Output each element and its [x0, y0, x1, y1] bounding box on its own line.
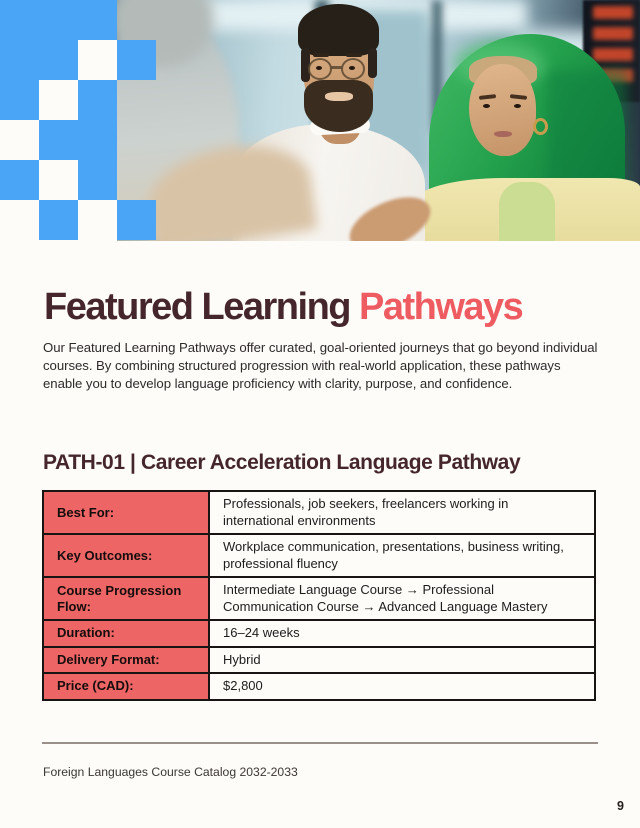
page-title-accent: Pathways [359, 286, 523, 328]
hoop-earring [533, 118, 548, 135]
table-row [43, 577, 595, 620]
pixel-square [39, 200, 78, 240]
pixel-square [39, 120, 78, 160]
pixel-square [117, 40, 156, 80]
row-label-cell: Course Progression Flow: [43, 577, 209, 620]
glasses-bridge [331, 66, 342, 69]
table-row [43, 647, 595, 674]
pixel-square [0, 80, 39, 120]
table-row [43, 491, 595, 534]
red-slat [593, 27, 633, 40]
man-sideburn [368, 48, 377, 78]
pixel-square [39, 0, 78, 40]
page-number: 9 [617, 799, 624, 813]
man-eyebrow [313, 53, 329, 57]
page-title [44, 286, 522, 328]
woman-eye [514, 104, 521, 108]
row-value-cell: Professionals, job seekers, freelancers working in international environments [209, 491, 595, 534]
row-label-cell: Best For: [43, 491, 209, 534]
row-value-cell: $2,800 [209, 673, 595, 700]
table-row [43, 620, 595, 647]
pixel-square [117, 200, 156, 240]
pathway-table [42, 490, 596, 701]
row-value-cell: Workplace communication, presentations, business writing, professional fluency [209, 534, 595, 577]
footer-catalog-title: Foreign Languages Course Catalog 2032-2033 [43, 765, 298, 779]
glasses-lens [341, 58, 365, 80]
red-slat [593, 48, 633, 61]
row-value-cell: Hybrid [209, 647, 595, 674]
footer-divider [42, 742, 598, 744]
pixel-square [0, 40, 39, 80]
pixel-square [78, 0, 117, 40]
hero-banner [0, 0, 640, 241]
table-row [43, 673, 595, 700]
hero-photo [117, 0, 640, 241]
pixel-square [78, 160, 117, 200]
row-label-cell: Price (CAD): [43, 673, 209, 700]
pathway-heading: PATH-01 | Career Acceleration Language Pathway [43, 451, 521, 474]
man-eyebrow [346, 53, 362, 57]
pixel-square [39, 40, 78, 80]
pixel-square [78, 80, 117, 120]
man-smile [325, 92, 353, 101]
blue-pixel-decoration [0, 0, 160, 241]
pathway-table-body [43, 491, 595, 700]
table-row [43, 534, 595, 577]
row-label-cell: Key Outcomes: [43, 534, 209, 577]
row-value-cell: Intermediate Language Course → Professional Communication Course → Advanced Language Mastery [209, 577, 595, 620]
row-label-cell: Delivery Format: [43, 647, 209, 674]
pixel-square [78, 120, 117, 160]
man-beard [304, 80, 373, 132]
woman-face [469, 64, 536, 156]
pixel-square [0, 0, 39, 40]
row-value-cell: 16–24 weeks [209, 620, 595, 647]
woman-inner-shirt [499, 182, 555, 241]
glasses-lens [308, 58, 332, 80]
intro-paragraph: Our Featured Learning Pathways offer curated, goal-oriented journeys that go beyond individual courses. By combining structured progression with real-world application, these pathways enable you to develop language proficiency with clarity, purpose, and confidence. [43, 340, 598, 392]
pixel-square [0, 160, 39, 200]
woman-lips [494, 131, 512, 137]
woman-eye [483, 104, 490, 108]
page-title-primary: Featured Learning [44, 286, 350, 328]
man-hair [298, 4, 379, 56]
red-slat [593, 6, 633, 19]
row-label-cell: Duration: [43, 620, 209, 647]
